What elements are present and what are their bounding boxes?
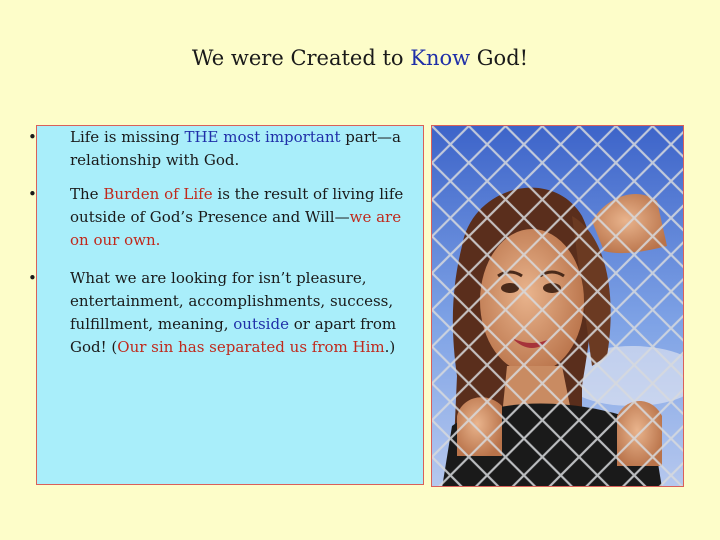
bullet-dot-icon: • — [28, 185, 37, 203]
bullet-item-3 — [28, 267, 423, 359]
slide-title — [0, 46, 720, 70]
bullet-2-text-a: The — [70, 185, 104, 203]
title-highlight: Know — [410, 46, 471, 70]
bullet-2-text-d: we are on our own. — [70, 208, 402, 249]
title-part-2: God! — [470, 46, 529, 70]
bullet-3-text-d: Our sin has separated us from Him — [117, 338, 385, 356]
bullet-2-text-b: Burden of Life — [103, 185, 213, 203]
bullet-dot-icon: • — [28, 128, 37, 146]
bullet-item-1 — [28, 126, 423, 172]
bullet-1-text-a: Life is missing — [70, 128, 185, 146]
bullet-item-2 — [28, 183, 423, 252]
bullet-text-box — [28, 125, 424, 485]
bullet-3-text-a: What we are looking for isn’t pleasure, entertainment, accomplishments, success, fulfillment, meaning, — [70, 269, 394, 333]
bullet-2-text-c: is the result of living life outside of God’s Presence and Will— — [70, 185, 404, 226]
title-part-1: We were Created to — [191, 46, 411, 70]
bullet-3-text-e: .) — [384, 338, 396, 356]
bullet-1-text-c: part—a relationship with God. — [70, 128, 401, 169]
bullet-dot-icon: • — [28, 269, 37, 287]
bullet-3-text-b: outside — [233, 315, 289, 333]
woman-behind-fence-photo — [431, 125, 684, 487]
bullet-1-text-b: THE most important — [184, 128, 341, 146]
bullet-3-text-c: or apart from God! ( — [70, 315, 397, 356]
